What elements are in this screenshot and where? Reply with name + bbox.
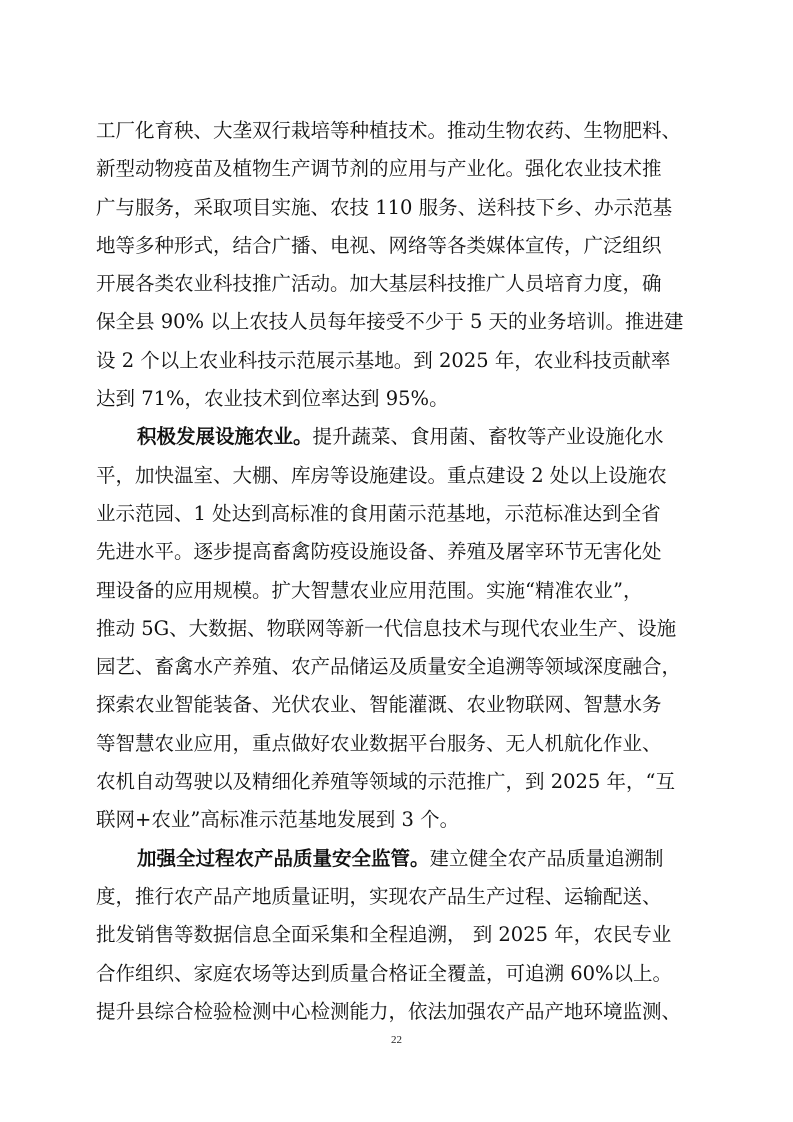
text-line: 合作组织、家庭农场等达到质量合格证全覆盖，可追溯 60%以上。: [96, 961, 673, 985]
body-text: [96, 112, 708, 1031]
text-line: 联网+农业”高标准示范基地发展到 3 个。: [96, 808, 460, 832]
paragraph-first-line: [96, 840, 708, 878]
text-line: 新型动物疫苗及植物生产调节剂的应用与产业化。强化农业技术推: [96, 157, 662, 181]
text-line: 设 2 个以上农业科技示范展示基地。到 2025 年，农业科技贡献率: [96, 348, 671, 372]
text-line: 批发销售等数据信息全面采集和全程追溯， 到 2025 年，农民专业: [96, 923, 672, 947]
text-line: 提升县综合检验检测中心检测能力，依法加强农产品产地环境监测、: [96, 999, 682, 1023]
text-line: 业示范园、1 处达到高标准的食用菌示范基地，示范标准达到全省: [96, 501, 661, 525]
text-run: 提升蔬菜、食用菌、畜牧等产业设施化水: [312, 425, 664, 449]
text-line: 农机自动驾驶以及精细化养殖等领域的示范推广，到 2025 年，“互: [96, 770, 675, 794]
text-line: 地等多种形式，结合广播、电视、网络等各类媒体宣传，广泛组织: [96, 233, 662, 257]
text-line: 推动 5G、大数据、物联网等新一代信息技术与现代农业生产、设施: [96, 616, 677, 640]
page-number: 22: [391, 1034, 402, 1046]
text-line: 平，加快温室、大棚、库房等设施建设。重点建设 2 处以上设施农: [96, 463, 667, 487]
text-line: 保全县 90% 以上农技人员每年接受不少于 5 天的业务培训。推进建: [96, 310, 684, 334]
paragraph-heading: 积极发展设施农业。: [137, 425, 313, 449]
text-line: 度，推行农产品产地质量证明，实现农产品生产过程、运输配送、: [96, 884, 662, 908]
text-line: 探索农业智能装备、光伏农业、智能灌溉、农业物联网、智慧水务: [96, 693, 662, 717]
text-line: 园艺、畜禽水产养殖、农产品储运及质量安全追溯等领域深度融合，: [96, 655, 682, 679]
text-line: 达到 71%，农业技术到位率达到 95%。: [96, 387, 449, 411]
text-line: 先进水平。逐步提高畜禽防疫设施设备、养殖及屠宰环节无害化处: [96, 540, 662, 564]
text-run: 建立健全农产品质量追溯制: [429, 846, 664, 870]
text-line: 等智慧农业应用，重点做好农业数据平台服务、无人机航化作业、: [96, 731, 662, 755]
text-line: 开展各类农业科技推广活动。加大基层科技推广人员培育力度，确: [96, 272, 662, 296]
text-line: 工厂化育秧、大垄双行栽培等种植技术。推动生物农药、生物肥料、: [96, 119, 682, 142]
text-line: 广与服务，采取项目实施、农技 110 服务、送科技下乡、办示范基: [96, 195, 673, 219]
text-line: 理设备的应用规模。扩大智慧农业应用范围。实施“精准农业”，: [96, 578, 643, 602]
paragraph-first-line: [96, 418, 708, 456]
paragraph-heading: 加强全过程农产品质量安全监管。: [137, 846, 430, 870]
